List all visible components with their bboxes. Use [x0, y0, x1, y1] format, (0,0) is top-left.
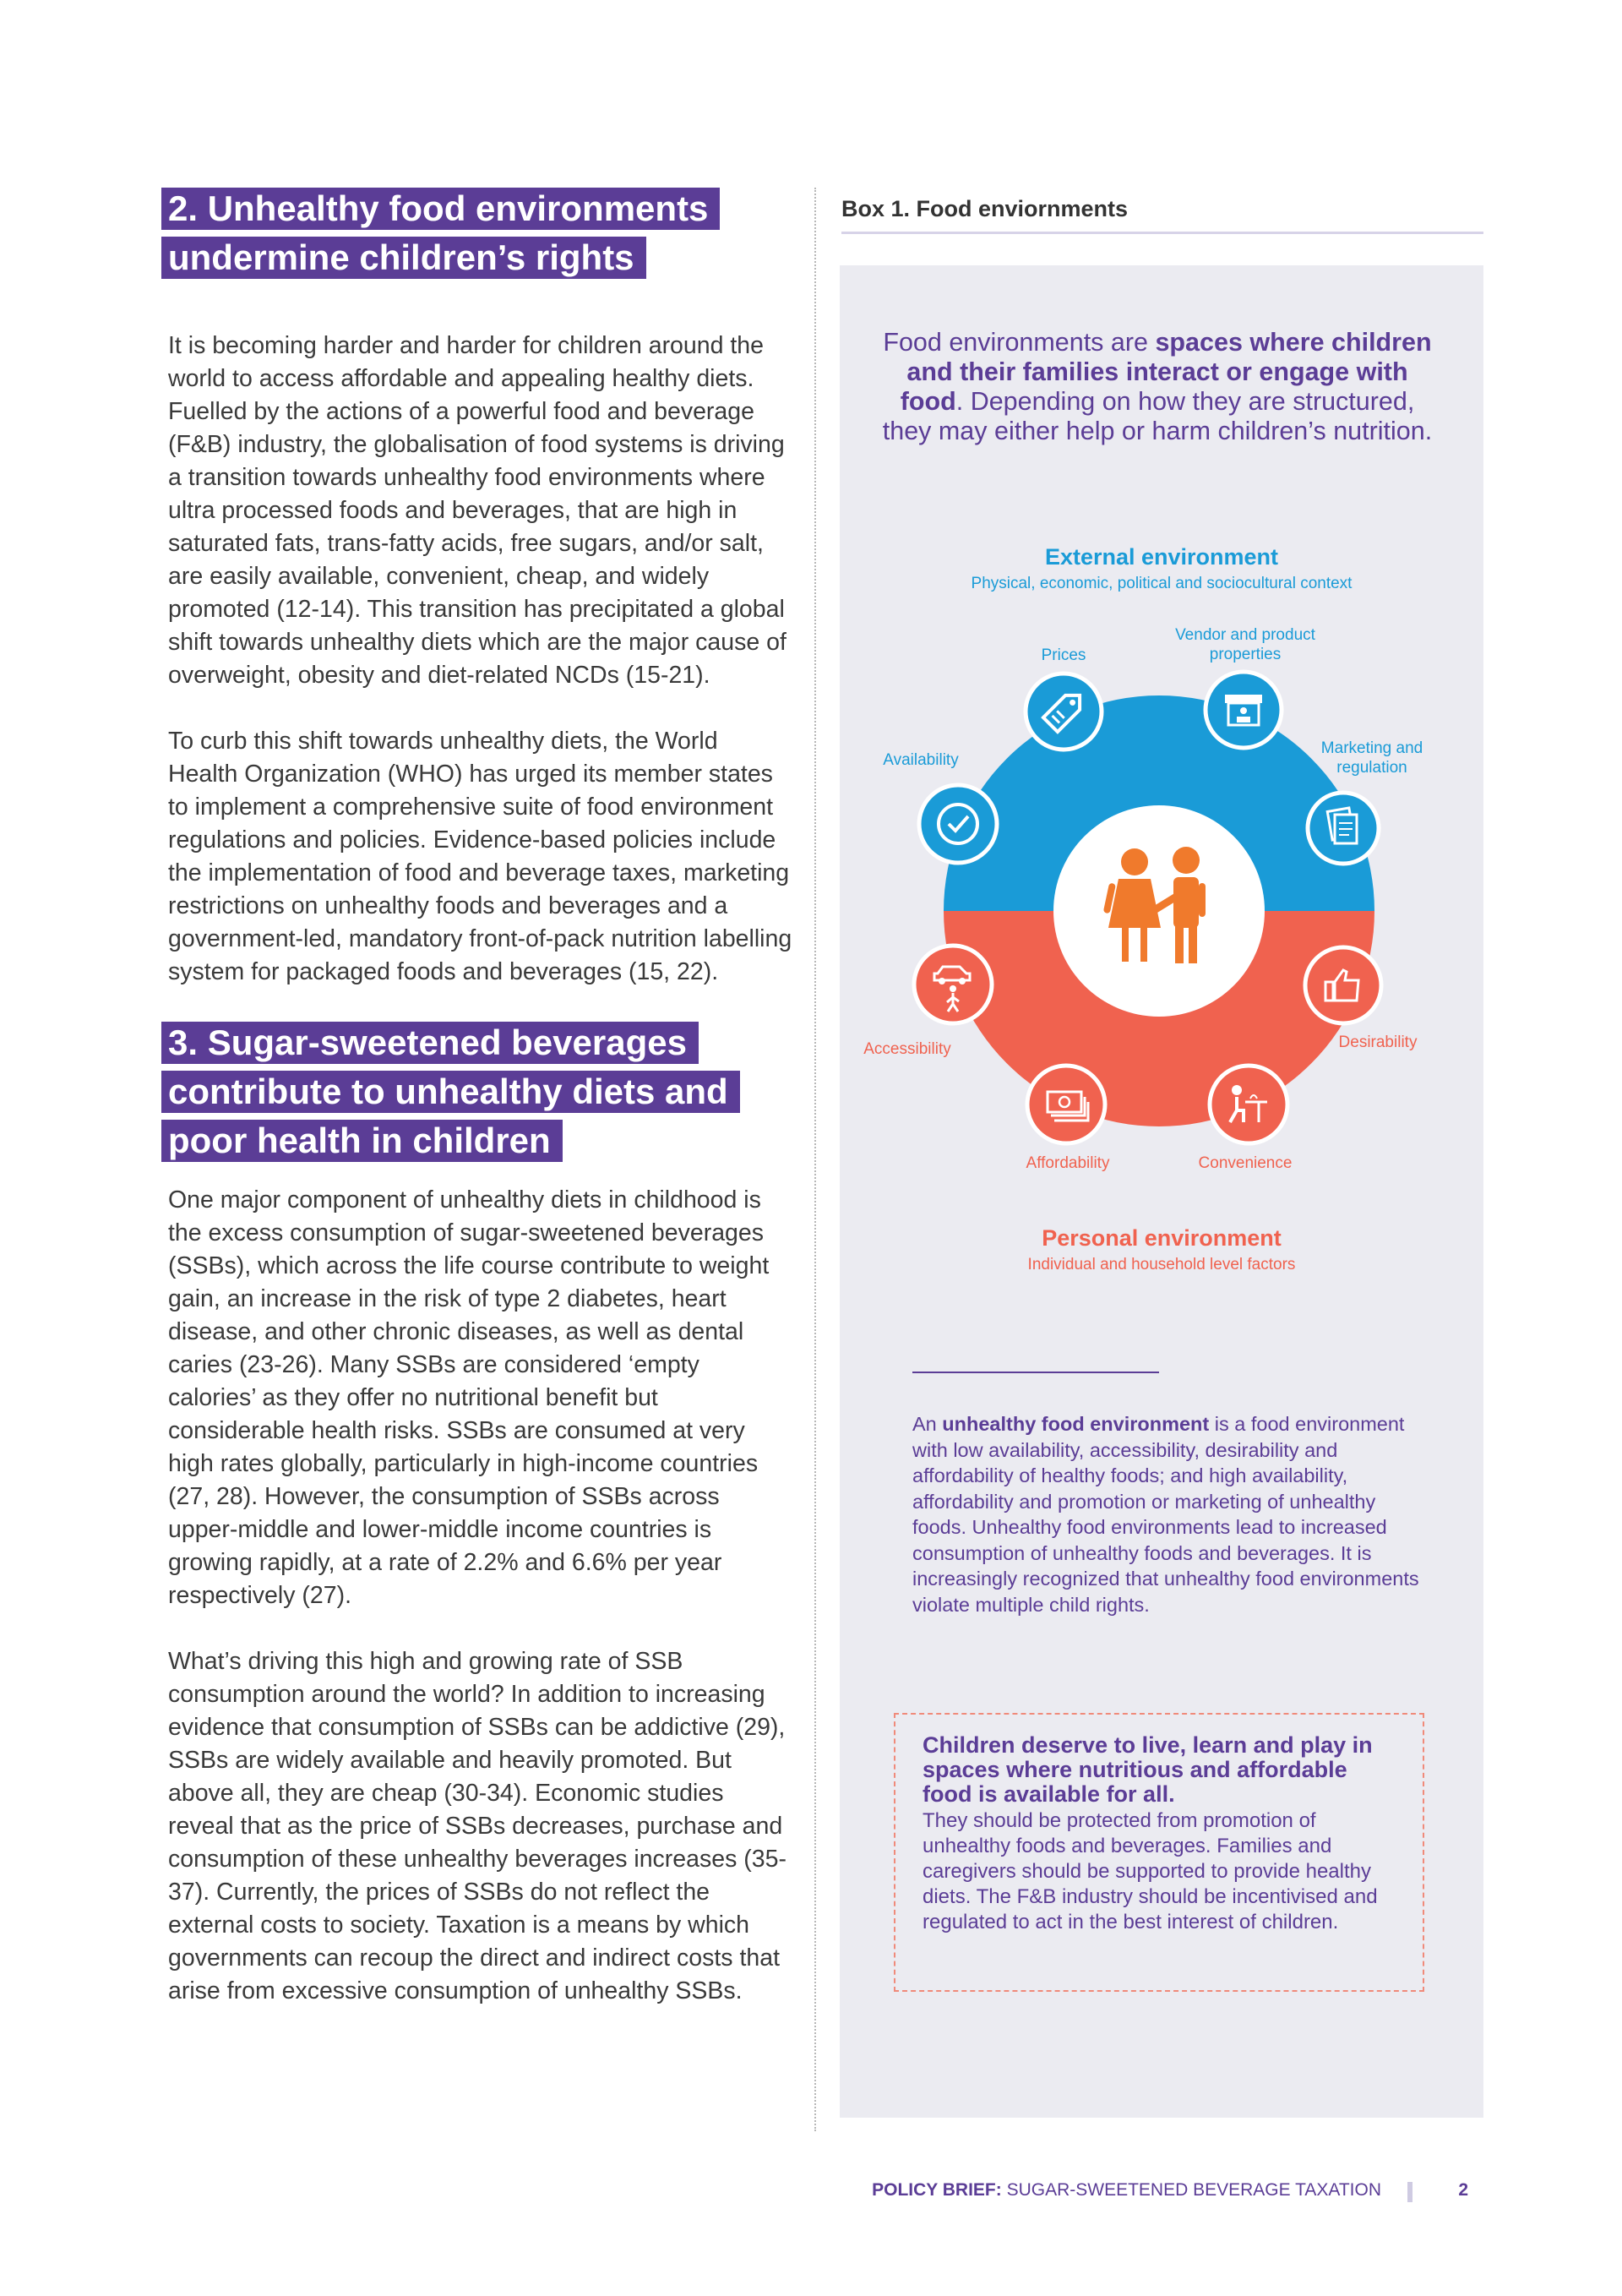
- external-environment-subtitle: Physical, economic, political and sociocultural context: [971, 575, 1353, 592]
- food-environment-diagram: [840, 592, 1483, 1200]
- label-vendor: Vendor and product properties: [1175, 626, 1315, 663]
- intro-bold: spaces where children and their families interact or engage with food: [900, 328, 1432, 416]
- left-column: [168, 188, 793, 2041]
- footer-label: [872, 2180, 1381, 2201]
- footer-separator: [1407, 2182, 1412, 2202]
- intro-text: Food environments are: [883, 328, 1156, 357]
- label-affordability: Affordability: [1026, 1154, 1110, 1172]
- thumbs-up-icon: [1305, 947, 1381, 1023]
- callout-heading: Children deserve to live, learn and play in spaces where nutritious and affordable food is available for all.: [923, 1732, 1373, 1807]
- footer-label-bold: POLICY BRIEF:: [872, 2180, 1002, 2200]
- paragraph: One major component of unhealthy diets in childhood is the excess consumption of sugar-sweetened beverages (SSBs), which across the life course contribute to weight gain, an increase in the risk of type 2 diabetes, heart disease, and other chronic diseases, as well as dental caries (23-26). Many SSBs are considered ‘empty calories’ as they offer no nutritional benefit but considerable health risks. SSBs are consumed at very high rates globally, particularly in high-income countries (27, 28). However, the consumption of SSBs across upper-middle and lower-middle income countries is growing rapidly, at a rate of 2.2% and 6.6% per year respectively (27).: [168, 1186, 770, 1609]
- children-rights-callout: [894, 1713, 1424, 1992]
- column-divider: [814, 188, 816, 2131]
- definition-term: unhealthy food environment: [942, 1413, 1210, 1435]
- vendor-stall-icon: [1206, 672, 1282, 748]
- section-3-body: [168, 1184, 793, 2008]
- section-2-body: [168, 330, 793, 989]
- marketing-regulation-icon: [1308, 793, 1379, 864]
- definition-text: is a food environment with low availability, accessibility, desirability and affordability of healthy foods; and high availability, affordability and promotion or marketing of unhealthy foods. Unhealthy food environments lead to increased consumption of unhealthy foods and beverages. It is increasingly recognized that unhealthy food environments violate multiple child rights.: [912, 1413, 1419, 1616]
- page-number: 2: [1458, 2180, 1468, 2200]
- label-accessibility: Accessibility: [863, 1040, 951, 1058]
- page-footer: [845, 2180, 1478, 2206]
- label-desirability: Desirability: [1338, 1033, 1418, 1051]
- personal-environment-subtitle: Individual and household level factors: [1027, 1256, 1296, 1273]
- footer-label-text: SUGAR-SWEETENED BEVERAGE TAXATION: [1001, 2180, 1381, 2200]
- heading-line: 3. Sugar-sweetened beverages: [161, 1022, 699, 1064]
- accessibility-icon: [914, 946, 992, 1023]
- label-marketing: Marketing and regulation: [1320, 739, 1423, 777]
- section-3-heading: [161, 1022, 793, 1169]
- box-title: Box 1. Food enviornments: [841, 196, 1129, 221]
- callout-text: They should be protected from promotion of unhealthy foods and beverages. Families and caregivers should be supported to provide healthy diets. The F&B industry should be incentivised and regulated to act in the best interest of children.: [923, 1809, 1378, 1933]
- price-tag-icon: [1026, 674, 1102, 750]
- heading-line: poor health in children: [161, 1120, 563, 1162]
- heading-line: contribute to unhealthy diets and: [161, 1071, 740, 1113]
- definition-text: An: [912, 1413, 943, 1435]
- definition-rule: [912, 1372, 1159, 1373]
- label-availability: Availability: [883, 751, 959, 769]
- paragraph: What’s driving this high and growing rate of SSB consumption around the world? In addition to increasing evidence that consumption of SSBs can be addictive (29), SSBs are widely available and heavily promoted. But above all, they are cheap (30-34). Economic studies reveal that as the price of SSBs decreases, purchase and consumption of these unhealthy beverages increases (35-37). Currently, the prices of SSBs do not reflect the external costs to society. Taxation is a means by which governments can recoup the direct and indirect costs that arise from excessive consumption of unhealthy SSBs.: [168, 1648, 787, 2004]
- section-2-heading: [161, 188, 793, 286]
- label-prices: Prices: [1041, 646, 1086, 664]
- unhealthy-food-environment-definition: [912, 1411, 1419, 1617]
- availability-check-icon: [919, 785, 997, 863]
- box-title-rule: [841, 232, 1483, 234]
- personal-environment-title: Personal environment: [1042, 1225, 1282, 1251]
- paragraph: To curb this shift towards unhealthy diets, the World Health Organization (WHO) has urged its member states to implement a comprehensive suite of food environment regulations and policies. Evidence-based policies include the implementation of food and beverage taxes, marketing restrictions on unhealthy foods and beverages and a government-led, mandatory front-of-pack nutrition labelling system for packaged foods and beverages (15, 22).: [168, 728, 792, 985]
- external-environment-title: External environment: [1044, 544, 1279, 570]
- label-convenience: Convenience: [1198, 1154, 1293, 1172]
- heading-line: 2. Unhealthy food environments: [161, 188, 720, 230]
- heading-line: undermine children’s rights: [161, 237, 646, 279]
- paragraph: It is becoming harder and harder for children around the world to access affordable and appealing healthy diets. Fuelled by the actions of a powerful food and beverage (F&B) industry, the globalisation of food systems is driving a transition towards unhealthy food environments where ultra processed foods and beverages, that are high in saturated fats, trans-fatty acids, free sugars, and/or salt, are easily available, convenient, cheap, and widely promoted (12-14). This transition has precipitated a global shift towards unhealthy diets which are the major cause of overweight, obesity and diet-related NCDs (15-21).: [168, 332, 787, 689]
- diagram-graphic: [840, 592, 1483, 1200]
- intro-text: . Depending on how they are structured, they may either help or harm children’s nutrition.: [882, 387, 1433, 445]
- affordability-money-icon: [1027, 1066, 1105, 1143]
- convenience-dining-icon: [1210, 1066, 1287, 1143]
- box-intro: [879, 328, 1436, 446]
